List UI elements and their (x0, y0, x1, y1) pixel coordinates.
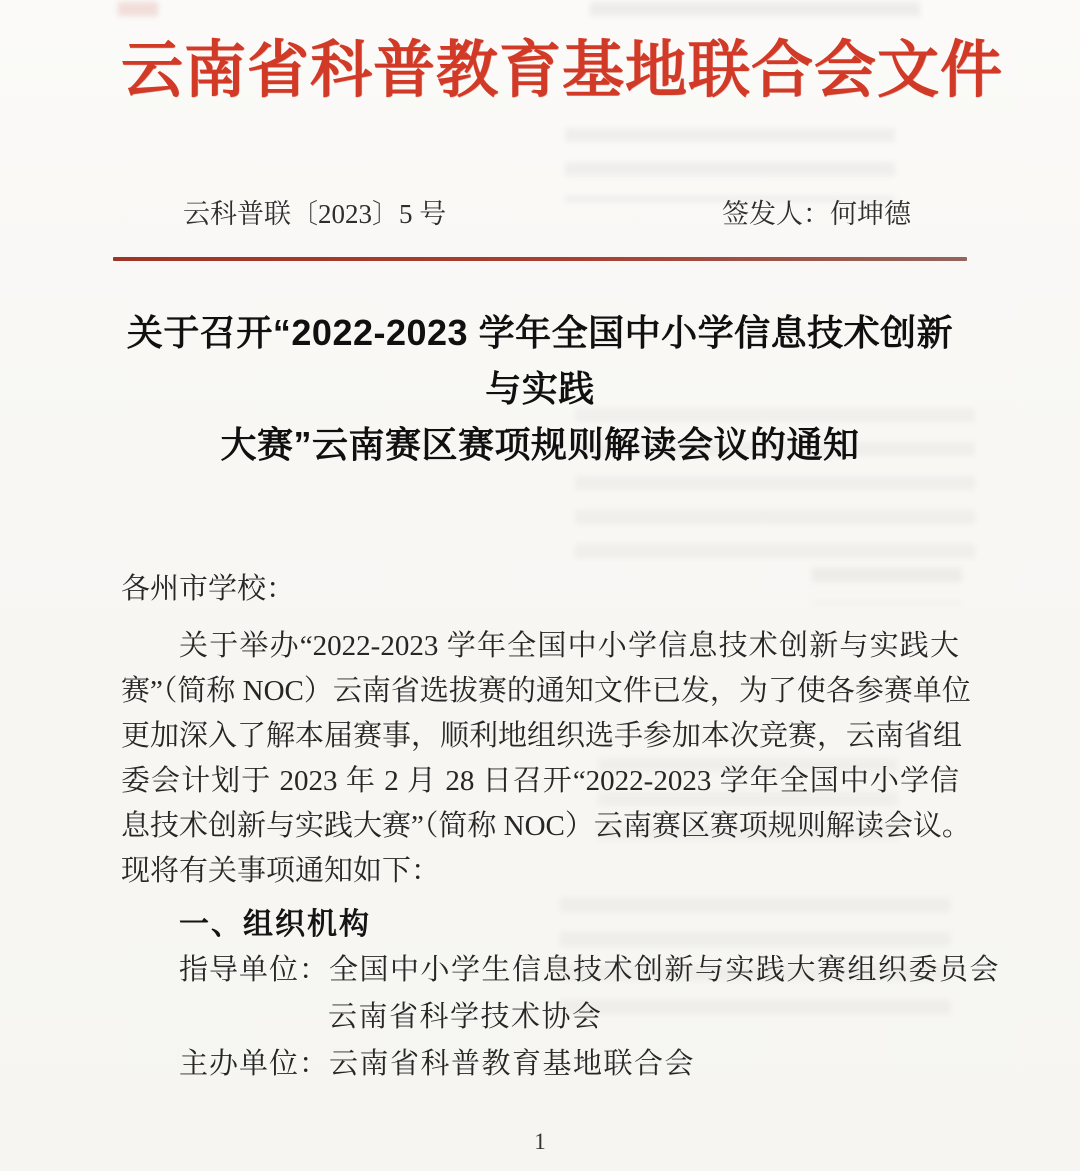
paragraph-line: 赛”（简称 NOC）云南省选拔赛的通知文件已发，为了使各参赛单位 (121, 674, 971, 707)
document-title-line2: 大赛”云南赛区赛项规则解读会议的通知 (220, 423, 860, 465)
doc-number: 云科普联〔2023〕5 号 (183, 198, 447, 229)
guidance-unit-2: 云南省科学技术协会 (328, 1000, 603, 1033)
paragraph-line: 委会计划于 2023 年 2 月 28 日召开“2022-2023 学年全国中小学信 (121, 764, 959, 797)
bleed-through-artifact (118, 2, 158, 16)
issuer-name: 签发人：何坤德 (722, 198, 911, 229)
guidance-unit-line-2 (121, 994, 959, 1041)
paragraph-line: 息技术创新与实践大赛”（简称 NOC）云南赛区赛项规则解读会议。 (121, 809, 971, 842)
guidance-unit-1: 全国中小学生信息技术创新与实践大赛组织委员会 (329, 953, 1001, 986)
letterhead-org-title: 云南省科普教育基地联合会文件 (121, 37, 1004, 105)
body-paragraph (121, 624, 971, 894)
guidance-unit-line (121, 947, 1001, 994)
host-unit-label: 主办单位： (179, 1047, 330, 1080)
section-heading-organization: 一、组织机构 (179, 907, 371, 941)
host-unit: 云南省科普教育基地联合会 (329, 1047, 696, 1080)
salutation: 各州市学校： (121, 572, 296, 605)
bleed-through-artifact (590, 2, 920, 28)
guidance-unit-label: 指导单位： (179, 953, 330, 986)
host-unit-line (121, 1041, 959, 1088)
document-title-line1: 关于召开“2022-2023 学年全国中小学信息技术创新与实践 (126, 311, 954, 409)
paragraph-line: 关于举办“2022-2023 学年全国中小学信息技术创新与实践大 (179, 629, 959, 662)
red-divider-line (113, 257, 967, 261)
page-number: 1 (534, 1129, 546, 1154)
paragraph-line: 现将有关事项通知如下： (121, 854, 441, 887)
document-content (121, 30, 1004, 1088)
doc-meta-row (121, 192, 959, 231)
document-title (121, 305, 959, 473)
paragraph-line: 更加深入了解本届赛事，顺利地组织选手参加本次竞赛，云南省组 (121, 719, 963, 752)
